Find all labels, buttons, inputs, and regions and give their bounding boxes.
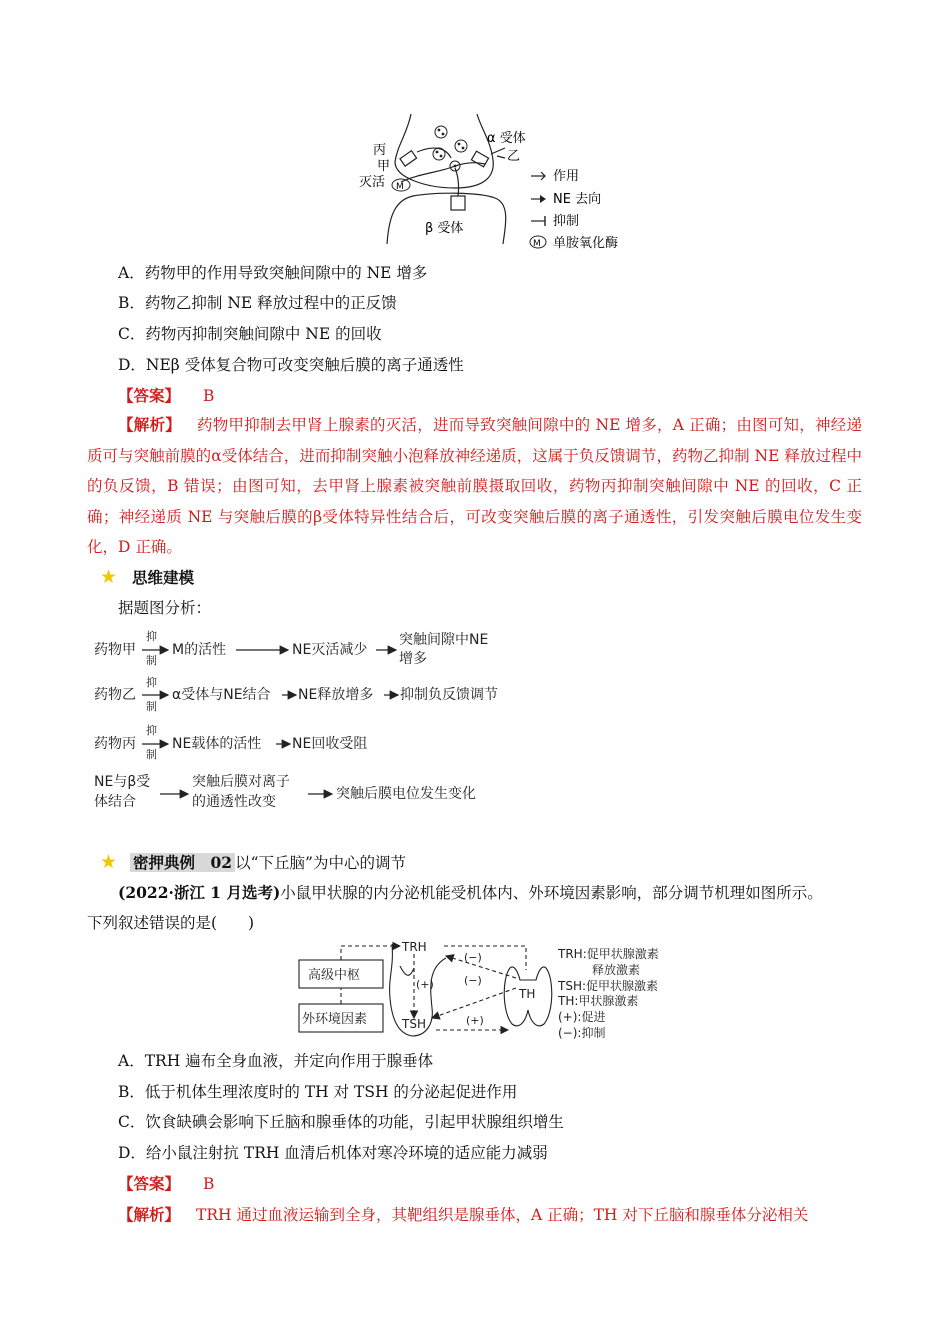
m-label: M (396, 182, 404, 192)
flow-src-ne-beta: NE与β受 (94, 774, 151, 790)
svg-text:制: 制 (146, 700, 157, 713)
legend-trh-cont: 释放激素 (592, 963, 641, 977)
label-beta-receptor: β 受体 (425, 221, 464, 236)
tsh-label: TSH (402, 1017, 426, 1031)
star-icon: ★ (100, 566, 118, 588)
flow-potential-change: 突触后膜电位发生变化 (336, 786, 476, 802)
q1-option-c: C．药物丙抑制突触间隙中 NE 的回收 (118, 325, 382, 343)
legend-minus: (−):抑制 (558, 1026, 606, 1040)
answer-tag: 【答案】 (118, 386, 181, 405)
model-heading: 思维建模 (131, 568, 194, 587)
example-stem-line2: 下列叙述错误的是( ) (87, 914, 255, 932)
flow-alpha-binding: α受体与NE结合 (172, 687, 271, 703)
figure1-legend (530, 169, 618, 251)
q2-option-c: C．饮食缺碘会影响下丘脑和腺垂体的功能，引起甲状腺组织增生 (118, 1113, 564, 1131)
q2-answer-line (118, 1173, 214, 1195)
flow-permeability: 的通透性改变 (192, 794, 276, 810)
model-heading-line (100, 566, 194, 589)
analysis-text: TRH 通过血液运输到全身，其靶组织是腺垂体，A 正确；TH 对下丘脑和腺垂体分泌相关 (196, 1206, 809, 1224)
example-heading-line (100, 851, 406, 874)
model-intro: 据题图分析： (118, 599, 212, 617)
svg-text:抑: 抑 (146, 676, 157, 689)
legend-trh: TRH:促甲状腺激素 (558, 947, 659, 961)
flow-inhibit-feedback: 抑制负反馈调节 (400, 687, 498, 703)
label-alpha-receptor: α 受体 (487, 131, 526, 146)
legend-text-mao: 单胺氧化酶 (553, 236, 619, 251)
trh-label: TRH (402, 940, 427, 954)
flow-membrane-ion: 突触后膜对离子 (192, 774, 290, 790)
th-label: TH (519, 987, 536, 1001)
flow-m-activity: M的活性 (172, 642, 227, 658)
svg-text:抑: 抑 (146, 630, 157, 643)
hpt-axis-diagram (296, 938, 696, 1046)
legend-text-zuoyong: 作用 (553, 169, 580, 184)
analysis-tag: 【解析】 (118, 1205, 181, 1224)
m-circle-icon (530, 236, 546, 249)
minus-label-1: (−) (464, 951, 482, 964)
legend-plus: (+):促进 (558, 1010, 606, 1024)
q2-analysis (118, 1204, 808, 1226)
flow-src-jia: 药物甲 (94, 642, 136, 658)
synapse-diagram (355, 112, 640, 252)
flow-ne-release: NE释放增多 (298, 687, 374, 703)
legend-tsh: TSH:促甲状腺激素 (558, 979, 659, 993)
example-number: 02 (210, 853, 233, 872)
flow-ne-inactivation: NE灭活减少 (292, 642, 368, 658)
analysis-text: 药物甲抑制去甲肾上腺素的灭活，进而导致突触间隙中的 NE 增多，A 正确；由图可知，神经递质可与突触前膜的α受体结合，进而抑制突触小泡释放神经递质，这属于负反馈调节，药物乙抑制 NE 释放过程中的负反馈，B 错误；由图可知，去甲肾上腺素被突触前膜摄取回收，药物丙抑制突触间隙中 NE 的回收，C 正确；神经递质 NE 与突触后膜的β受体特异性结合后，可改变突触后膜的离子通透性，引发突触后膜电位发生变化，D 正确。 (87, 416, 862, 556)
example-source: (2022·浙江 1 月选考) (118, 883, 281, 902)
flow-gap-ne: 突触间隙中NE (399, 632, 489, 648)
flow-src-yi: 药物乙 (94, 687, 136, 703)
star-icon: ★ (100, 851, 118, 873)
q2-option-a: A．TRH 遍布全身血液，并定向作用于腺垂体 (118, 1052, 434, 1070)
svg-text:制: 制 (146, 748, 157, 761)
svg-text:M: M (533, 239, 541, 249)
q1-option-a: A．药物甲的作用导致突触间隙中的 NE 增多 (118, 264, 428, 282)
q1-answer-line (118, 385, 214, 407)
svg-text:制: 制 (146, 654, 157, 667)
arrow-solid-icon (531, 195, 546, 203)
example-tag: 密押典例 02 (130, 853, 235, 872)
arrow-open-icon (531, 172, 545, 180)
q1-option-d: D．NEβ 受体复合物可改变突触后膜的离子通透性 (118, 356, 464, 374)
figure2-legend (557, 946, 659, 1040)
example-stem1: 小鼠甲状腺的内分泌机能受机体内、外环境因素影响，部分调节机理如图所示。 (280, 884, 823, 902)
q1-option-b: B．药物乙抑制 NE 释放过程中的正反馈 (118, 294, 397, 312)
label-yi: 乙 (507, 149, 521, 164)
flow-src-binding: 体结合 (94, 794, 136, 810)
label-jia: 甲 (377, 159, 391, 174)
legend-text-yizhi: 抑制 (553, 214, 580, 229)
q2-option-d: D．给小鼠注射抗 TRH 血清后机体对寒冷环境的适应能力减弱 (118, 1144, 548, 1162)
q1-analysis (87, 410, 862, 563)
example-stem-line1 (118, 882, 823, 904)
flow-ne-reuptake: NE回收受阻 (292, 736, 368, 752)
label-miehuo: 灭活 (359, 175, 386, 190)
flow-increase: 增多 (399, 651, 427, 667)
box-env-label: 外环境因素 (302, 1012, 368, 1027)
q2-option-b: B．低于机体生理浓度时的 TH 对 TSH 的分泌起促进作用 (118, 1083, 518, 1101)
box-high-label: 高级中枢 (308, 968, 361, 983)
plus-label-2: (+) (466, 1014, 484, 1027)
inhibit-icon (531, 216, 545, 226)
model-flow-diagram (92, 626, 522, 811)
legend-text-ne-direction: NE 去向 (553, 192, 602, 207)
plus-label-1: (+) (416, 978, 434, 991)
minus-label-2: (−) (464, 974, 482, 987)
flow-carrier-activity: NE载体的活性 (172, 736, 262, 752)
svg-text:抑: 抑 (146, 724, 157, 737)
example-title: 以“下丘脑”为中心的调节 (235, 854, 406, 872)
label-bing: 丙 (373, 143, 387, 158)
answer-value: B (202, 387, 215, 405)
analysis-tag: 【解析】 (118, 415, 181, 434)
flow-src-bing: 药物丙 (94, 736, 136, 752)
answer-value: B (202, 1175, 215, 1193)
legend-th: TH:甲状腺激素 (558, 994, 639, 1008)
answer-tag: 【答案】 (118, 1174, 181, 1193)
